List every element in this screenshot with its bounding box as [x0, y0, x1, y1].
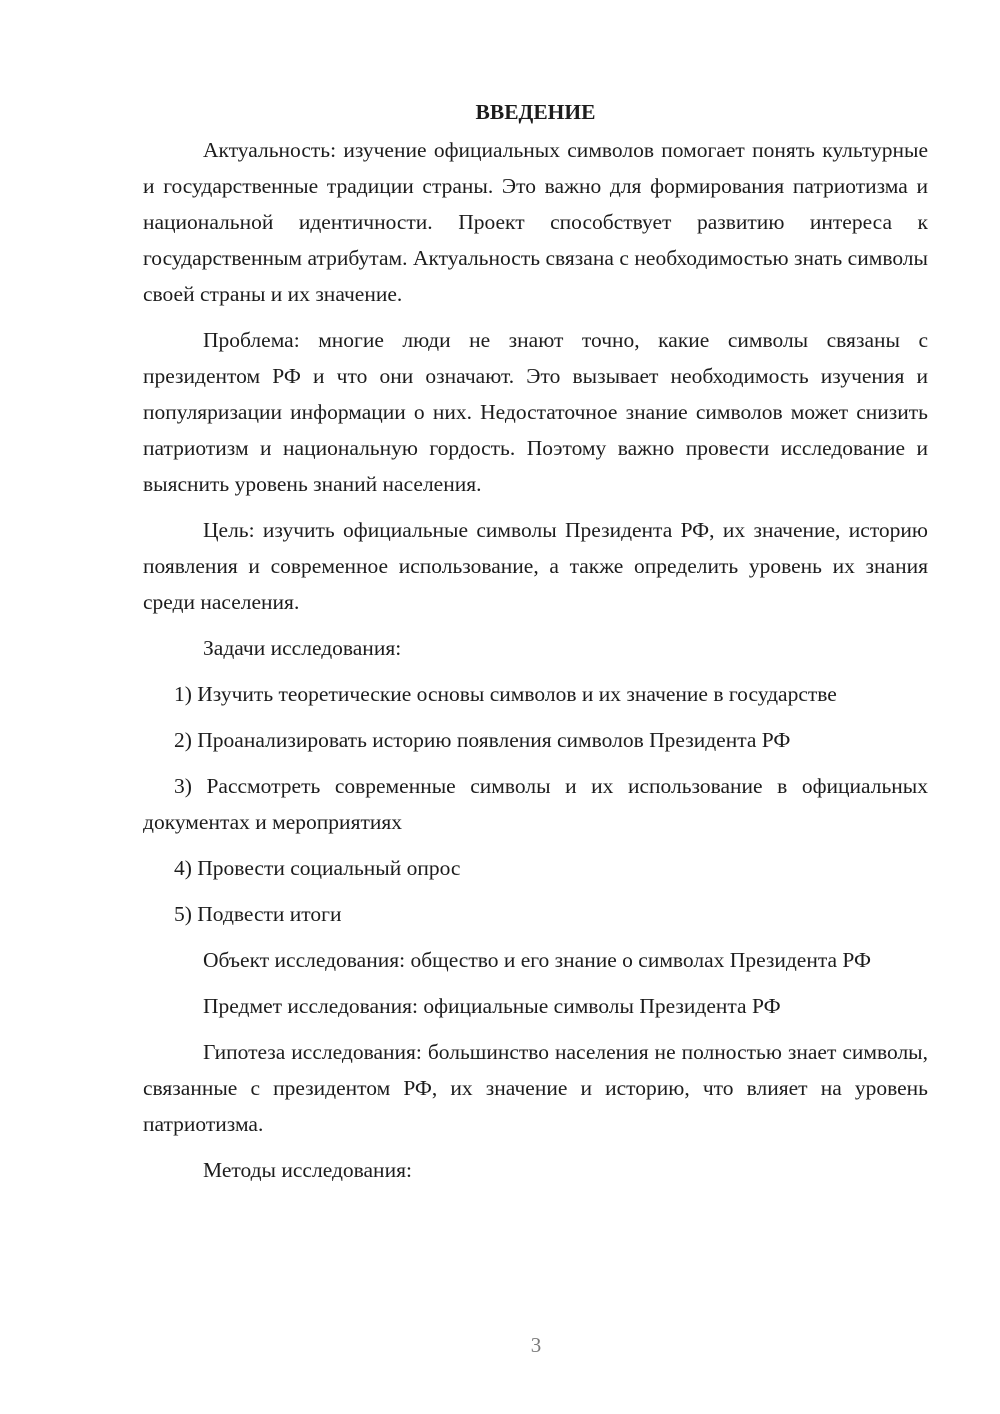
page-number: 3 — [530, 1333, 542, 1357]
hypothesis-paragraph: Гипотеза исследования: большинство населения не полностью знает символы, связанные с президентом РФ, их значение и историю, что влияет на уровень патриотизма. — [143, 1040, 928, 1136]
object-paragraph: Объект исследования: общество и его знание о символах Президента РФ — [203, 948, 872, 972]
tasks-list — [143, 676, 928, 932]
problem-paragraph: Проблема: многие люди не знают точно, какие символы связаны с президентом РФ и что они означают. Это вызывает необходимость изучения и популяризации информации о них. Недостаточное знание символов может снизить патриотизм и национальную гордость. Поэтому важно провести исследование и выяснить уровень знаний населения. — [143, 328, 928, 496]
page-title: ВВЕДЕНИЕ — [475, 100, 596, 124]
document-body — [143, 92, 928, 1198]
tasks-title: Задачи исследования: — [203, 636, 402, 660]
task-item-3: 3) Рассмотреть современные символы и их использование в официальных документах и мероприятиях — [143, 774, 928, 834]
task-item-1: 1) Изучить теоретические основы символов и их значение в государстве — [174, 682, 837, 706]
relevance-paragraph: Актуальность: изучение официальных символов помогает понять культурные и государственные традиции страны. Это важно для формирования патриотизма и национальной идентичности. Проект способствует развитию интереса к государственным атрибутам. Актуальность связана с необходимостью знать символы своей страны и их значение. — [143, 138, 928, 306]
methods-title: Методы исследования: — [203, 1158, 412, 1182]
task-item-2: 2) Проанализировать историю появления символов Президента РФ — [174, 728, 791, 752]
task-item-4: 4) Провести социальный опрос — [174, 856, 461, 880]
goal-paragraph: Цель: изучить официальные символы Президента РФ, их значение, историю появления и современное использование, а также определить уровень их знания среди населения. — [143, 518, 928, 614]
subject-paragraph: Предмет исследования: официальные символы Президента РФ — [203, 994, 781, 1018]
task-item-5: 5) Подвести итоги — [174, 902, 342, 926]
